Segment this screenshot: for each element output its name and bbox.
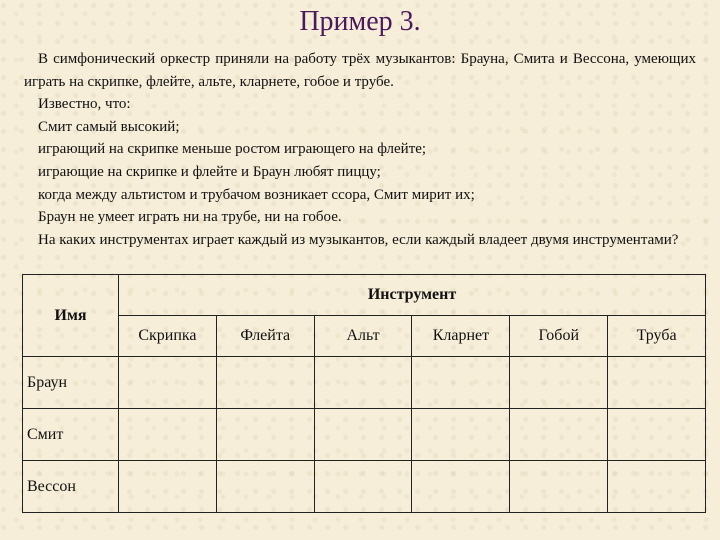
fact-line: играющий на скрипке меньше ростом играющего на флейте; bbox=[38, 141, 427, 158]
table-cell bbox=[510, 357, 608, 409]
row-name: Браун bbox=[23, 357, 119, 409]
problem-intro: В симфонический оркестр приняли на работу трёх музыкантов: Брауна, Смита и Вессона, умеющих играть на скрипке, флейте, альте, кларнете, гобое и трубе. bbox=[24, 51, 696, 90]
instrument-header: Инструмент bbox=[119, 275, 706, 316]
table-cell bbox=[608, 357, 706, 409]
table-row bbox=[23, 357, 706, 409]
instrument-column-header: Кларнет bbox=[412, 316, 510, 357]
instrument-column-header: Гобой bbox=[510, 316, 608, 357]
name-header: Имя bbox=[23, 275, 119, 357]
table-cell bbox=[119, 461, 217, 513]
table-cell bbox=[314, 357, 412, 409]
table-cell bbox=[412, 461, 510, 513]
table-cell bbox=[216, 357, 314, 409]
table-cell bbox=[412, 409, 510, 461]
table-cell bbox=[216, 409, 314, 461]
solution-table bbox=[22, 274, 706, 513]
instrument-column-header: Скрипка bbox=[119, 316, 217, 357]
problem-text bbox=[24, 48, 696, 251]
fact-line: Смит самый высокий; bbox=[38, 118, 180, 135]
fact-line: когда между альтистом и трубачом возникает ссора, Смит мирит их; bbox=[38, 186, 475, 203]
known-label: Известно, что: bbox=[38, 96, 131, 113]
fact-line: Браун не умеет играть ни на трубе, ни на гобое. bbox=[38, 209, 342, 226]
table-cell bbox=[608, 409, 706, 461]
table-row bbox=[23, 461, 706, 513]
instrument-column-header: Труба bbox=[608, 316, 706, 357]
table-cell bbox=[216, 461, 314, 513]
table-cell bbox=[314, 461, 412, 513]
fact-line: играющие на скрипке и флейте и Браун любят пиццу; bbox=[38, 163, 381, 180]
row-name: Смит bbox=[23, 409, 119, 461]
instrument-column-header: Альт bbox=[314, 316, 412, 357]
table-cell bbox=[510, 409, 608, 461]
table-cell bbox=[119, 357, 217, 409]
problem-question: На каких инструментах играет каждый из музыкантов, если каждый владеет двумя инструментами? bbox=[38, 231, 679, 248]
instrument-column-header: Флейта bbox=[216, 316, 314, 357]
page-title: Пример 3. bbox=[299, 6, 421, 37]
table-cell bbox=[510, 461, 608, 513]
table-row bbox=[23, 409, 706, 461]
table-cell bbox=[119, 409, 217, 461]
table-cell bbox=[608, 461, 706, 513]
table-cell bbox=[314, 409, 412, 461]
row-name: Вессон bbox=[23, 461, 119, 513]
table-cell bbox=[412, 357, 510, 409]
